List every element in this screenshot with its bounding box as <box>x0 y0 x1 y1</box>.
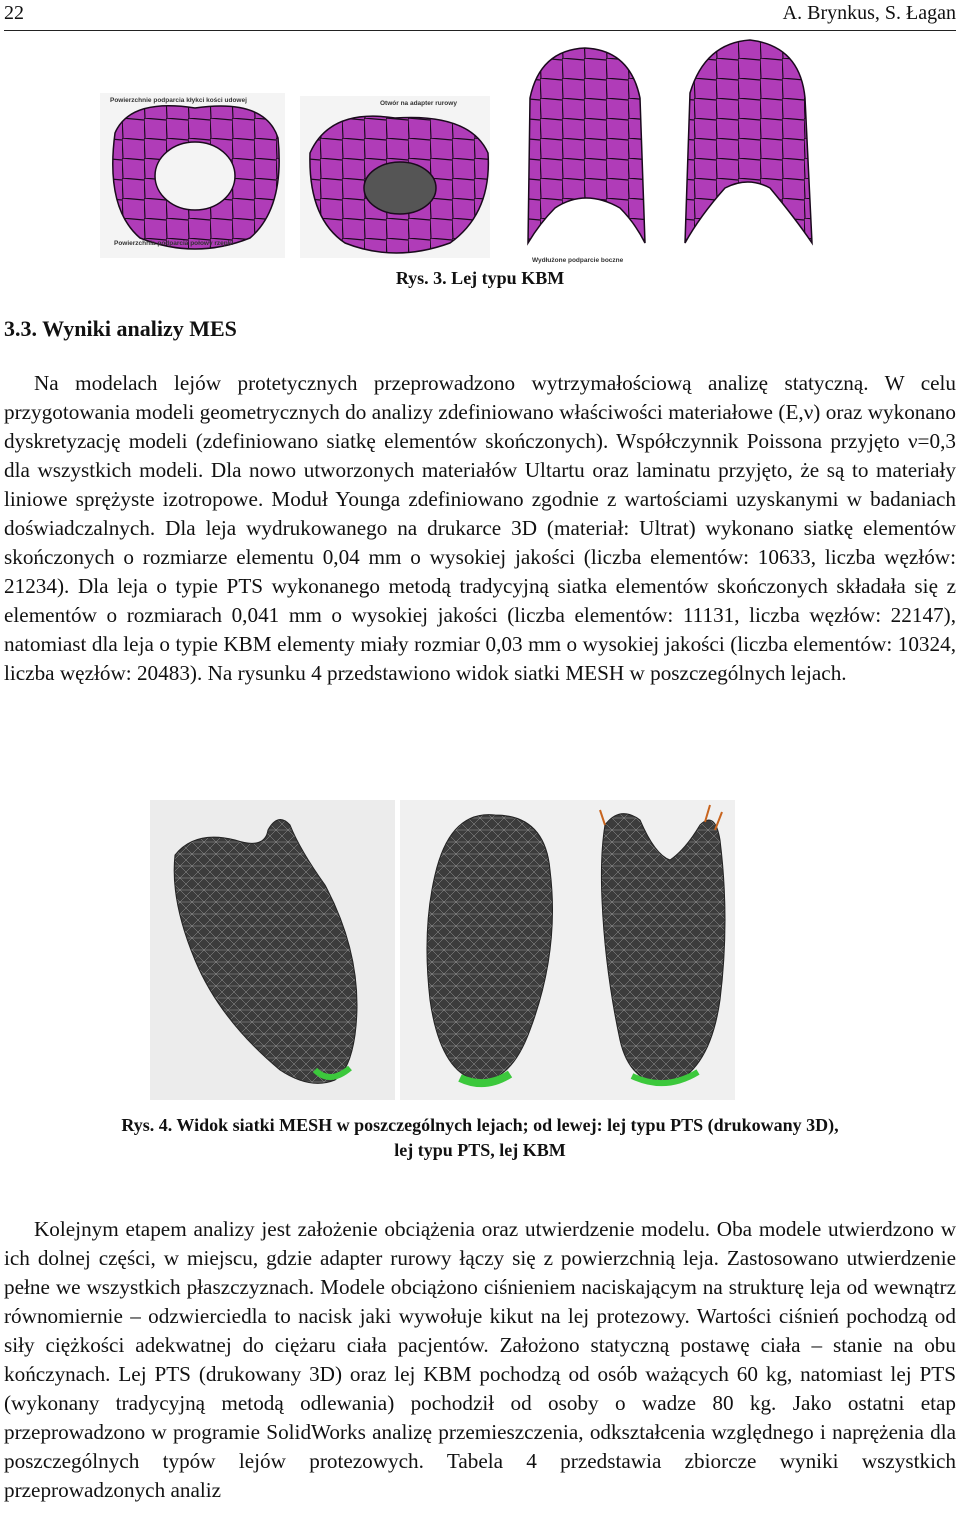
page-number: 22 <box>4 2 24 24</box>
figure-3-caption: Rys. 3. Lej typu KBM <box>395 268 565 288</box>
label-side-support: Wydłużone podparcie boczne <box>532 257 624 264</box>
label-adapter-hole: Otwór na adapter rurowy <box>380 100 457 107</box>
paragraph-load-and-constraints <box>4 1215 956 1505</box>
figure-3-kbm-socket-renders <box>100 38 840 268</box>
figure-4-caption <box>0 1113 960 1163</box>
paragraph-2-text: Kolejnym etapem analizy jest założenie obciążenia oraz utwierdzenie modelu. Oba modele utwierdzono w ich dolnej części, w miejscu, gdzie adapter rurowy łączy się z powierzchnią leja. Zastosowano utwierdzenie pełne we wszystkich płaszczyznach. Modele obciążono ciśnieniem naciskającym na strukturę leja od wewnątrz równomiernie – odzwierciedla to nacisk jaki wywołuje kikut na lej protezowy. Wartości ciśnień pochodzą od siły ciężkości adekwatnej do ciężaru ciała pacjentów. Założono statyczną postawę ciała – stanie na obu kończynach. Lej PTS (drukowany 3D) oraz lej KBM pochodzą od osób ważących 60 kg, natomiast lej PTS (wykonany tradycyjną metodą odlewania) pochodził od osoby o wadze 80 kg. Jako ostatni etap przeprowadzono w programie SolidWorks analizę przemieszczenia, odkształcenia względnego i naprężenia dla poszczególnych typów lejów protezowych. Tabela 4 przedstawia zbiorcze wyniki wszystkich przeprowadzonych analiz <box>4 1217 956 1502</box>
header-rule <box>4 30 956 31</box>
page-header <box>4 2 956 26</box>
figure-4-caption-line-1: Rys. 4. Widok siatki MESH w poszczególnych lejach; od lewej: lej typu PTS (drukowany 3D), <box>121 1115 839 1135</box>
figure-4-caption-line-2: lej typu PTS, lej KBM <box>394 1140 566 1160</box>
kbm-bowl-view-1 <box>100 93 285 258</box>
kbm-socket-front-view <box>528 48 645 264</box>
paragraph-1-text: Na modelach lejów protetycznych przeprowadzono wytrzymałościową analizę statyczną. W celu przygotowania modeli geometrycznych do analizy zdefiniowano właściwości materiałowe (E,ν) oraz wykonano dyskretyzację modeli (zdefiniowano siatkę elementów skończonych). Współczynnik Poissona przyjęto ν=0,3 dla wszystkich modeli. Dla nowo utworzonych materiałów Ultartu oraz laminatu przyjęto, że są to materiały liniowe sprężyste izotropowe. Moduł Younga zdefiniowano zgodnie z wartościami uzyskanymi w badaniach doświadczalnych. Dla leja wydrukowanego na drukarce 3D (materiał: Ultrat) wykonano siatkę elementów skończonych o rozmiarze elementu 0,04 mm o wysokiej jakości (liczba elementów: 10633, liczba węzłów: 21234). Dla leja o typie PTS wykonanego metodą tradycyjną siatka elementów skończonych składała się z elementów o rozmiarach 0,041 mm o wysokiej jakości (liczba elementów: 11131, liczba węzłów: 22147), natomiast dla leja o typie KBM elementy miały rozmiar 0,03 mm o wysokiej jakości (liczba elementów: 10324, liczba węzłów: 20483). Na rysunku 4 przedstawiono widok siatki MESH w poszczególnych lejach. <box>4 371 956 685</box>
label-patella-support: Powierzchnia podparcia połowy rzepki <box>114 240 234 247</box>
kbm-socket-side-view <box>685 40 812 243</box>
kbm-bowl-view-2 <box>300 96 490 258</box>
running-authors: A. Brynkus, S. Łagan <box>782 2 956 24</box>
label-condyle-support: Powierzchnie podparcia kłykci kości udowej <box>110 97 247 104</box>
section-heading: 3.3. Wyniki analizy MES <box>4 316 237 341</box>
paragraph-fem-setup <box>4 369 956 688</box>
figure-4-mesh-views <box>150 800 750 1100</box>
